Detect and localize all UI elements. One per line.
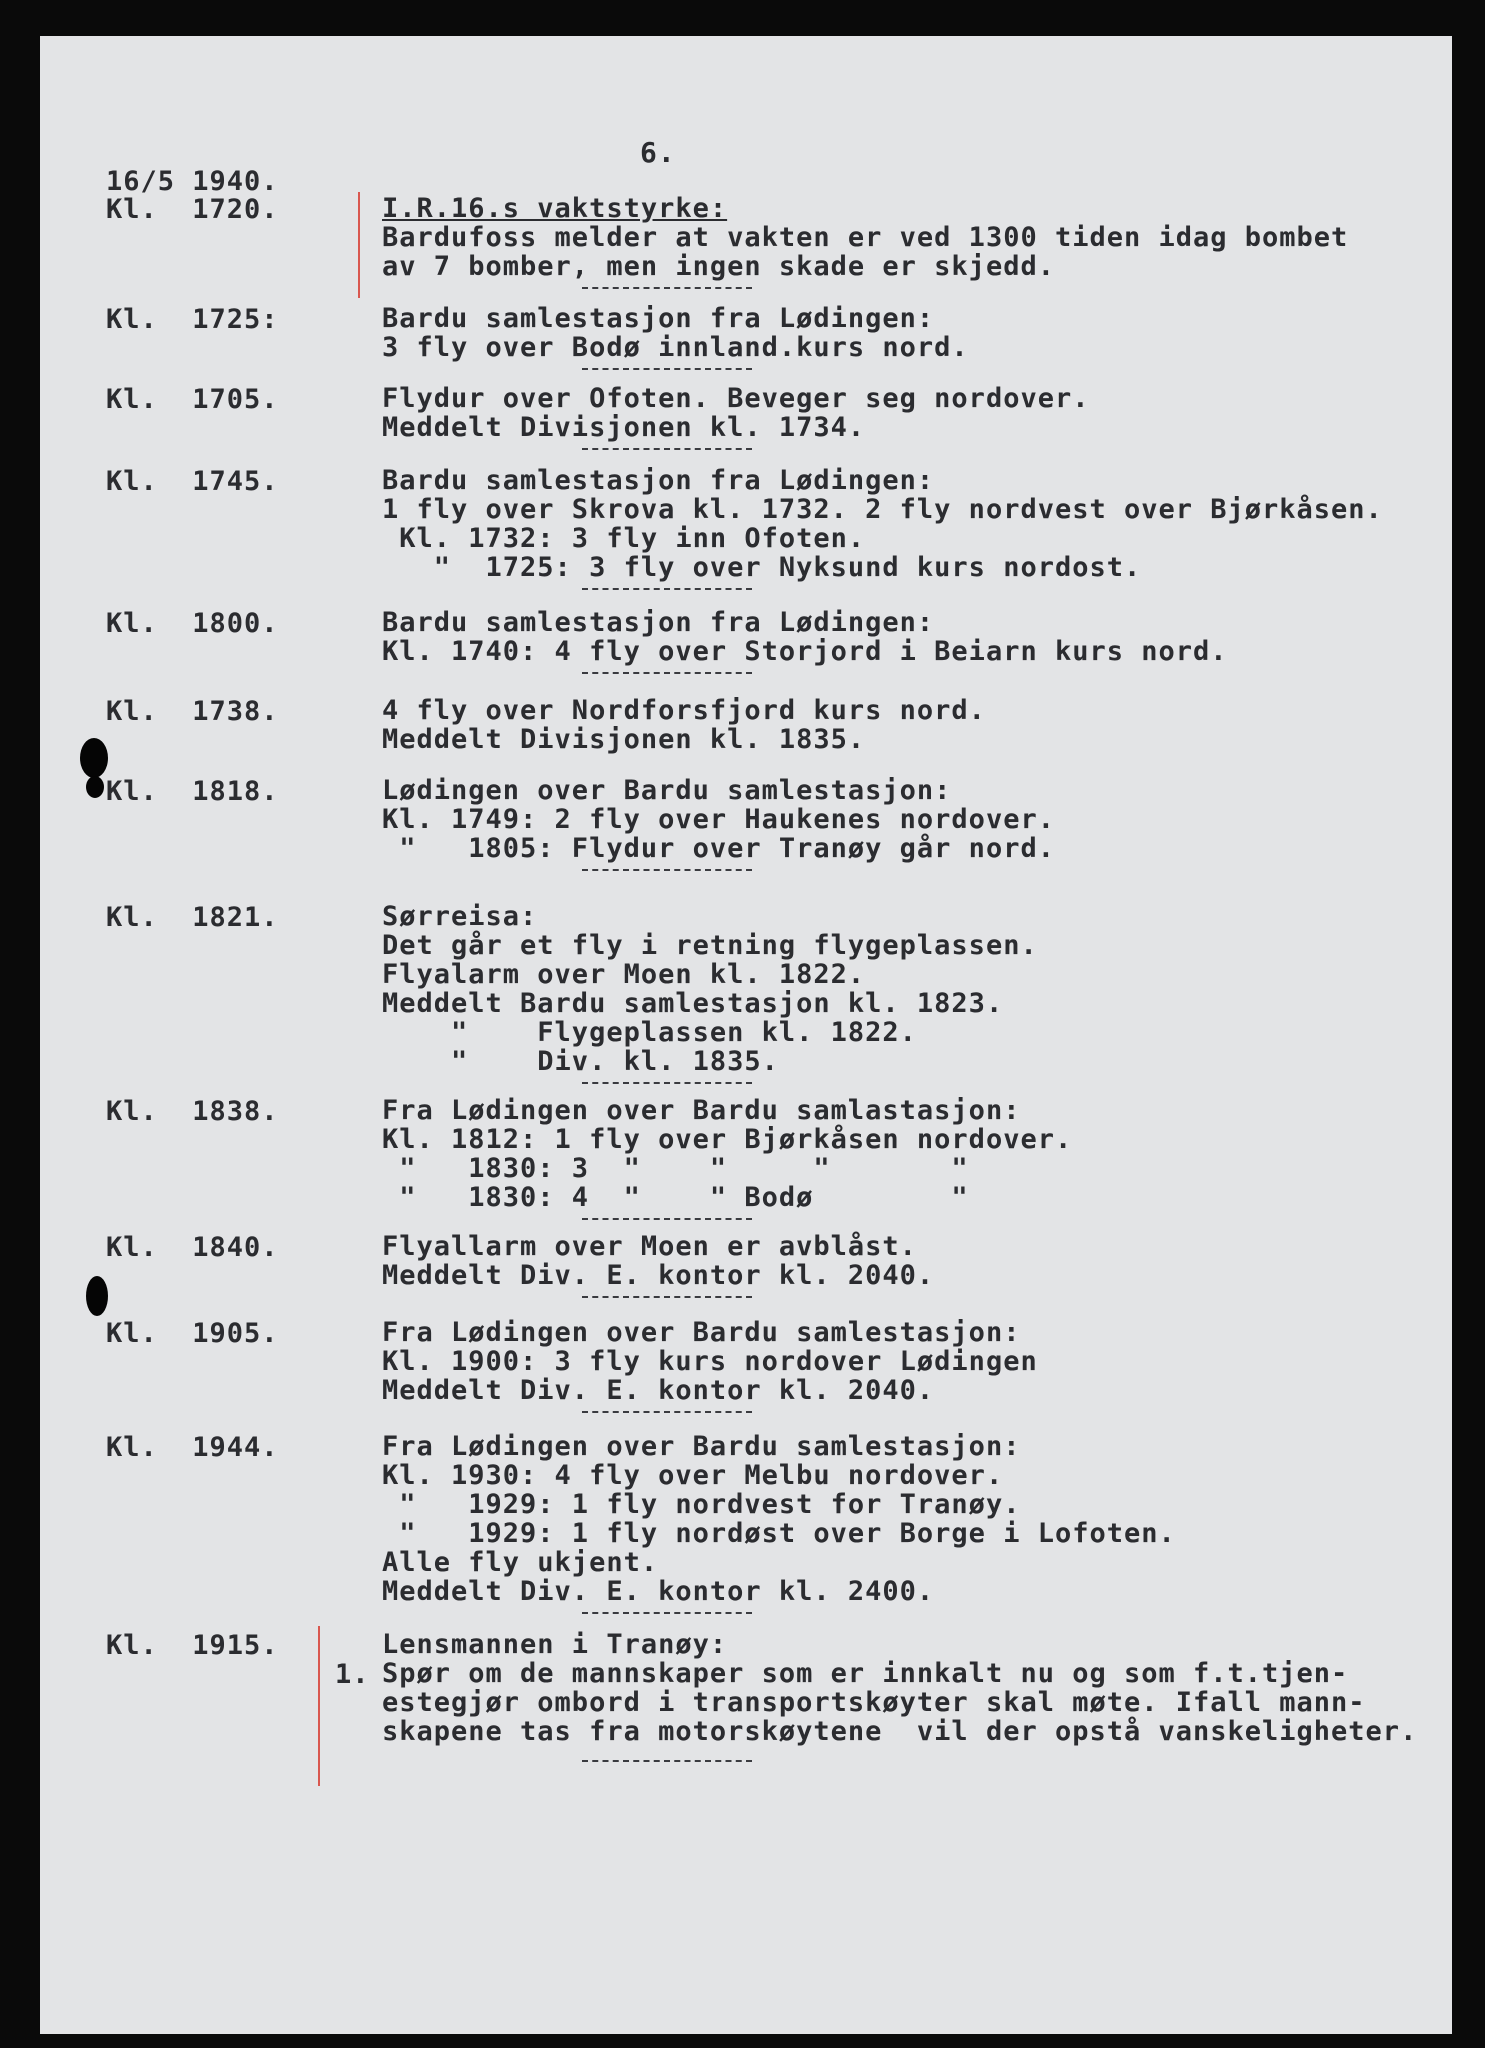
separator-line [582, 1296, 752, 1298]
entry-line: Lensmannen i Tranøy: [382, 1629, 728, 1660]
entry-line: estegjør ombord i transportskøyter skal møte. Ifall mann- [382, 1687, 1366, 1718]
red-margin-mark-bottom [318, 1626, 320, 1786]
separator-line [582, 869, 752, 871]
entry-time: Kl. 1821. [106, 902, 279, 933]
entry-line: Lødingen over Bardu samlestasjon: [382, 775, 952, 806]
entry-line: " 1725: 3 fly over Nyksund kurs nordost. [382, 552, 1142, 583]
entry-line: Alle fly ukjent. [382, 1547, 659, 1578]
entry-line: 1 fly over Skrova kl. 1732. 2 fly nordvest over Bjørkåsen. [382, 494, 1383, 525]
entry-time: Kl. 1800. [106, 608, 279, 639]
entry-line: " 1929: 1 fly nordøst over Borge i Lofoten. [382, 1518, 1176, 1549]
entry-line: " Flygeplassen kl. 1822. [382, 1017, 917, 1048]
entry-line: Kl. 1740: 4 fly over Storjord i Beiarn kurs nord. [382, 636, 1228, 667]
separator-line [582, 368, 752, 370]
entry-line: Kl. 1900: 3 fly kurs nordover Lødingen [382, 1346, 1038, 1377]
entry-line: Fra Lødingen over Bardu samlestasjon: [382, 1431, 1021, 1462]
entry-body [382, 1318, 1038, 1413]
separator-line [582, 1612, 752, 1614]
entry-line: Fra Lødingen over Bardu samlastasjon: [382, 1095, 1021, 1126]
entry-time: Kl. 1720. [106, 194, 279, 225]
item-number: 1. [335, 1659, 370, 1690]
entry-body [382, 384, 1089, 450]
entry-line: Flydur over Ofoten. Beveger seg nordover. [382, 383, 1090, 414]
entry-line: Bardu samlestasjon fra Lødingen: [382, 607, 935, 638]
entry-time: Kl. 1944. [106, 1432, 279, 1463]
date-line: 16/5 1940. [106, 166, 279, 197]
entry-time: Kl. 1738. [106, 696, 279, 727]
entry-line: Kl. 1732: 3 fly inn Ofoten. [382, 523, 866, 554]
entry-body [382, 776, 1055, 871]
entry-body [382, 1630, 1417, 1762]
entry-time: Kl. 1705. [106, 384, 279, 415]
entry-time: Kl. 1840. [106, 1232, 279, 1263]
entry-time: Kl. 1915. [106, 1630, 279, 1661]
separator-line [582, 287, 752, 289]
entry-line: Kl. 1749: 2 fly over Haukenes nordover. [382, 804, 1055, 835]
entry-line: " 1830: 4 " " Bodø " [382, 1182, 969, 1213]
entry-line: Bardu samlestasjon fra Lødingen: [382, 303, 935, 334]
entry-line: av 7 bomber, men ingen skade er skjedd. [382, 251, 1055, 282]
entry-time: Kl. 1725: [106, 304, 279, 335]
entry-line: Meddelt Div. E. kontor kl. 2040. [382, 1260, 935, 1291]
ink-blot-mark [86, 776, 104, 798]
entry-line: " 1929: 1 fly nordvest for Tranøy. [382, 1489, 1021, 1520]
separator-line [582, 588, 752, 590]
document-page [40, 36, 1452, 2034]
separator-line [582, 1218, 752, 1220]
red-margin-mark-top [358, 192, 360, 298]
entry-line: Kl. 1930: 4 fly over Melbu nordover. [382, 1460, 1004, 1491]
separator-line [582, 448, 752, 450]
entry-line: Bardu samlestasjon fra Lødingen: [382, 465, 935, 496]
ink-blot-mark [86, 1276, 108, 1316]
entry-time: Kl. 1905. [106, 1318, 279, 1349]
entry-line: Meddelt Div. E. kontor kl. 2400. [382, 1576, 935, 1607]
entry-body [382, 1432, 1176, 1614]
separator-line [582, 1082, 752, 1084]
separator-line [582, 672, 752, 674]
page-number: 6. [640, 136, 676, 169]
entry-line: " Div. kl. 1835. [382, 1046, 779, 1077]
separator-line [582, 1411, 752, 1413]
entry-body [382, 1232, 934, 1298]
entry-line: Meddelt Divisjonen kl. 1835. [382, 724, 866, 755]
entry-body [382, 696, 986, 754]
entry-body [382, 902, 1038, 1084]
entry-line: Spør om de mannskaper som er innkalt nu og som f.t.tjen- [382, 1658, 1349, 1689]
entry-body [382, 466, 1383, 590]
entry-line: 3 fly over Bodø innland.kurs nord. [382, 332, 969, 363]
entry-body [382, 304, 969, 370]
entry-line: " 1830: 3 " " " " [382, 1153, 969, 1184]
entry-line: Bardufoss melder at vakten er ved 1300 tiden idag bombet [382, 222, 1349, 253]
entry-line: Sørreisa: [382, 901, 538, 932]
entry-line: Fra Lødingen over Bardu samlestasjon: [382, 1317, 1021, 1348]
entry-line: Det går et fly i retning flygeplassen. [382, 930, 1038, 961]
entry-line: Kl. 1812: 1 fly over Bjørkåsen nordover. [382, 1124, 1073, 1155]
entry-body [382, 194, 1348, 289]
entry-time: Kl. 1818. [106, 776, 279, 807]
entry-line: Flyalarm over Moen kl. 1822. [382, 959, 866, 990]
entry-time: Kl. 1838. [106, 1096, 279, 1127]
entry-line: 4 fly over Nordforsfjord kurs nord. [382, 695, 986, 726]
entry-line: Meddelt Divisjonen kl. 1734. [382, 412, 866, 443]
ink-blot-mark [80, 738, 108, 778]
entry-line: I.R.16.s vaktstyrke: [382, 193, 728, 224]
entry-body [382, 608, 1228, 674]
entry-line: Meddelt Div. E. kontor kl. 2040. [382, 1375, 935, 1406]
entry-line: Flyallarm over Moen er avblåst. [382, 1231, 917, 1262]
entry-line: Meddelt Bardu samlestasjon kl. 1823. [382, 988, 1004, 1019]
entry-line: " 1805: Flydur over Tranøy går nord. [382, 833, 1055, 864]
entry-body [382, 1096, 1072, 1220]
entry-line: skapene tas fra motorskøytene vil der opstå vanskeligheter. [382, 1716, 1418, 1747]
separator-line [582, 1760, 752, 1762]
entry-time: Kl. 1745. [106, 466, 279, 497]
